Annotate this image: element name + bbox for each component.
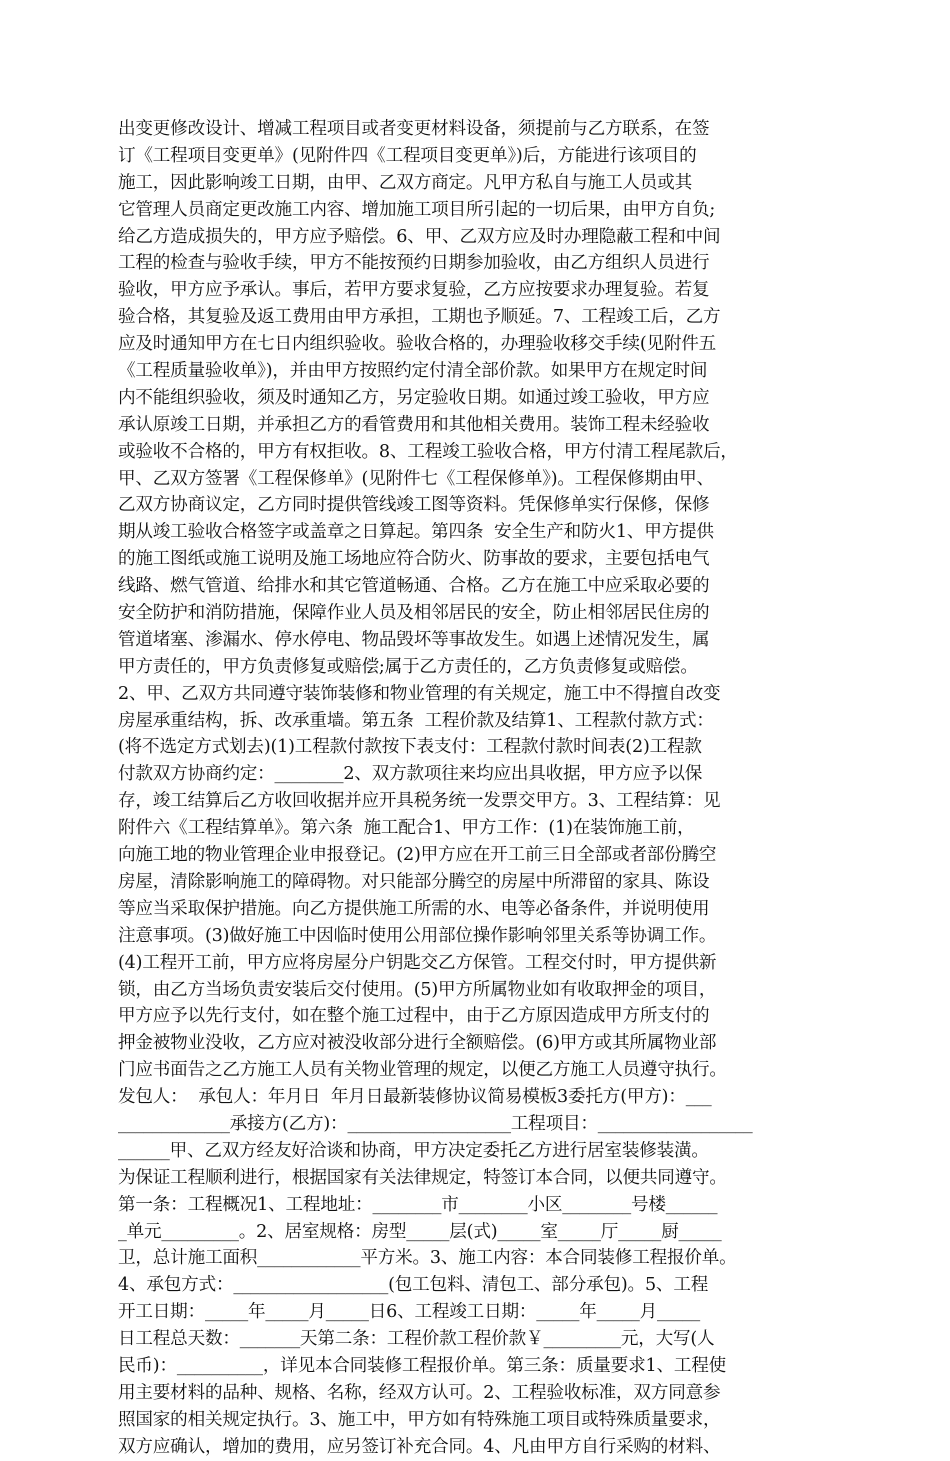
text-line: 民币)：__________，详见本合同装修工程报价单。第三条：质量要求1、工程使	[118, 1355, 727, 1376]
text-line: (4)工程开工前，甲方应将房屋分户钥匙交乙方保管。工程交付时，甲方提供新	[118, 952, 717, 973]
text-line: 存，竣工结算后乙方收回收据并应开具税务统一发票交甲方。3、工程结算：见	[118, 791, 721, 812]
text-line: 乙双方协商议定，乙方同时提供管线竣工图等资料。凭保修单实行保修，保修	[118, 495, 710, 516]
text-line: 发包人： 承包人：年月日 年月日最新装修协议简易模板3委托方(甲方)：___	[118, 1087, 712, 1108]
text-line: 管道堵塞、渗漏水、停水停电、物品毁坏等事故发生。如遇上述情况发生，属	[118, 629, 710, 650]
text-line: 付款双方协商约定：________2、双方款项往来均应出具收据，甲方应予以保	[118, 764, 703, 785]
text-line: ______甲、乙双方经友好洽谈和协商，甲方决定委托乙方进行居室装修装潢。	[118, 1140, 709, 1161]
text-line: 应及时通知甲方在七日内组织验收。验收合格的，办理验收移交手续(见附件五	[118, 334, 717, 355]
text-line: (将不选定方式划去)(1)工程款付款按下表支付：工程款付款时间表(2)工程款	[118, 737, 702, 758]
text-line: 卫，总计施工面积____________平方米。3、施工内容：本合同装修工程报价单。	[118, 1248, 737, 1269]
text-line: 等应当采取保护措施。向乙方提供施工所需的水、电等必备条件，并说明使用	[118, 898, 710, 919]
text-line: 验合格，其复验及返工费用由甲方承担，工期也予顺延。7、工程竣工后，乙方	[118, 307, 721, 328]
text-line: 门应书面告之乙方施工人员有关物业管理的规定，以便乙方施工人员遵守执行。	[118, 1060, 727, 1081]
text-line: 《工程质量验收单》)，并由甲方按照约定付清全部价款。如果甲方在规定时间	[118, 361, 708, 382]
text-line: 给乙方造成损失的，甲方应予赔偿。6、甲、乙双方应及时办理隐蔽工程和中间	[118, 226, 721, 247]
text-line: 4、承包方式：__________________(包工包料、清包工、部分承包)。5、工程	[118, 1275, 709, 1296]
text-line: 甲方责任的，甲方负责修复或赔偿;属于乙方责任的，乙方负责修复或赔偿。	[118, 656, 698, 677]
text-line: 出变更修改设计、增减工程项目或者变更材料设备，须提前与乙方联系，在签	[118, 119, 710, 139]
text-line: 房屋，清除影响施工的障碍物。对只能部分腾空的房屋中所滞留的家具、陈设	[118, 871, 710, 892]
text-line: 线路、燃气管道、给排水和其它管道畅通、合格。乙方在施工中应采取必要的	[118, 576, 710, 597]
text-line: 锁，由乙方当场负责安装后交付使用。(5)甲方所属物业如有收取押金的项目，	[118, 979, 717, 1000]
text-line: 照国家的相关规定执行。3、施工中，甲方如有特殊施工项目或特殊质量要求，	[118, 1409, 721, 1430]
text-line: 附件六《工程结算单》。第六条 施工配合1、甲方工作：(1)在装饰施工前，	[118, 818, 695, 839]
text-line: 开工日期：_____年_____月_____日6、工程竣工日期：_____年_____月_____	[118, 1302, 700, 1323]
text-line: 订《工程项目变更单》(见附件四《工程项目变更单》)后，方能进行该项目的	[118, 145, 697, 166]
text-line: _单元_________。2、居室规格：房型_____层(式)_____室_____厅_____厨_____	[118, 1221, 722, 1242]
text-line: 注意事项。(3)做好施工中因临时使用公用部位操作影响邻里关系等协调工作。	[118, 925, 717, 946]
text-line: 甲、乙双方签署《工程保修单》(见附件七《工程保修单》)。工程保修期由甲、	[118, 468, 714, 489]
text-line: 双方应确认，增加的费用，应另签订补充合同。4、凡由甲方自行采购的材料、	[118, 1436, 721, 1457]
text-line: 向施工地的物业管理企业申报登记。(2)甲方应在开工前三日全部或者部份腾空	[118, 845, 717, 866]
text-line: 内不能组织验收，须及时通知乙方，另定验收日期。如通过竣工验收，甲方应	[118, 387, 710, 408]
text-line: 的施工图纸或施工说明及施工场地应符合防火、防事故的要求，主要包括电气	[118, 549, 710, 570]
text-line: 期从竣工验收合格签字或盖章之日算起。第四条 安全生产和防火1、甲方提供	[118, 522, 714, 543]
text-line: 甲方应予以先行支付，如在整个施工过程中，由于乙方原因造成甲方所支付的	[118, 1006, 710, 1027]
text-line: 安全防护和消防措施，保障作业人员及相邻居民的安全，防止相邻居民住房的	[118, 603, 710, 624]
text-line: 为保证工程顺利进行，根据国家有关法律规定，特签订本合同，以便共同遵守。	[118, 1167, 727, 1188]
text-line: 用主要材料的品种、规格、名称，经双方认可。2、工程验收标准，双方同意参	[118, 1382, 721, 1403]
text-line: 第一条：工程概况1、工程地址：________市________小区________号楼______	[118, 1194, 718, 1215]
text-line: 日工程总天数：_______天第二条：工程价款工程价款￥_________元，大写(人	[118, 1329, 715, 1350]
text-line: _____________承接方(乙方)：___________________工程项目：__________________	[118, 1113, 753, 1134]
text-line: 押金被物业没收，乙方应对被没收部分进行全额赔偿。(6)甲方或其所属物业部	[118, 1033, 717, 1054]
text-line: 施工，因此影响竣工日期，由甲、乙双方商定。凡甲方私自与施工人员或其	[118, 172, 692, 193]
text-line: 2、甲、乙双方共同遵守装饰装修和物业管理的有关规定，施工中不得擅自改变	[118, 683, 721, 704]
text-line: 或验收不合格的，甲方有权拒收。8、工程竣工验收合格，甲方付清工程尾款后，	[118, 441, 738, 462]
text-line: 承认原竣工日期，并承担乙方的看管费用和其他相关费用。装饰工程未经验收	[118, 414, 710, 435]
text-line: 它管理人员商定更改施工内容、增加施工项目所引起的一切后果，由甲方自负;	[118, 199, 716, 220]
text-line: 工程的检查与验收手续，甲方不能按预约日期参加验收，由乙方组织人员进行	[118, 253, 710, 274]
document-body	[118, 116, 818, 1461]
text-line: 房屋承重结构，拆、改承重墙。第五条 工程价款及结算1、工程款付款方式：	[118, 710, 714, 731]
text-line: 验收，甲方应予承认。事后，若甲方要求复验，乙方应按要求办理复验。若复	[118, 280, 710, 301]
